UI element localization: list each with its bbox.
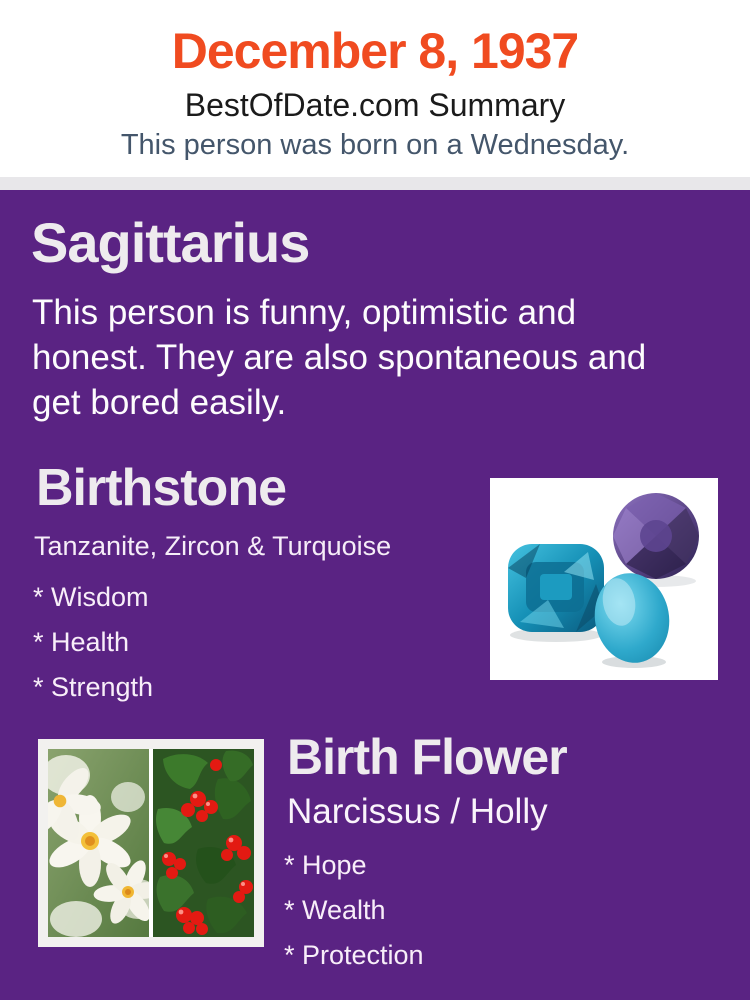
birthstone-title: Birthstone [36,459,286,517]
gemstones-illustration [500,488,708,670]
narcissus-photo-half [48,749,163,937]
birthstone-photo [490,478,718,680]
zircon-gem-icon [508,544,604,632]
zodiac-sign-title: Sagittarius [31,211,310,274]
trait-item: * Protection [284,940,424,970]
holly-photo-half [153,749,254,937]
site-summary-line: BestOfDate.com Summary [184,87,566,123]
birth-flower-names: Narcissus / Holly [287,792,548,831]
summary-body [0,190,750,1000]
trait-item: * Hope [284,850,367,880]
trait-item: * Strength [33,672,154,702]
born-day-line: This person was born on a Wednesday. [120,129,630,161]
divider-bar [0,177,750,190]
trait-item: * Wealth [284,895,386,925]
birth-flower-photo [38,739,264,947]
birthstone-traits-list [33,575,153,710]
trait-item: * Health [33,627,130,657]
trait-item: * Wisdom [33,582,149,612]
header [0,0,750,177]
birth-flower-traits-list [284,843,424,978]
flowers-illustration [48,749,254,937]
zodiac-description: This person is funny, optimistic and honest. They are also spontaneous and get bored easily. [32,293,647,422]
date-title: December 8, 1937 [171,23,579,79]
alexandrite-gem-icon [613,493,699,579]
birth-flower-title: Birth Flower [287,729,567,785]
photo-divider [149,749,153,937]
birthstone-names: Tanzanite, Zircon & Turquoise [34,531,392,561]
